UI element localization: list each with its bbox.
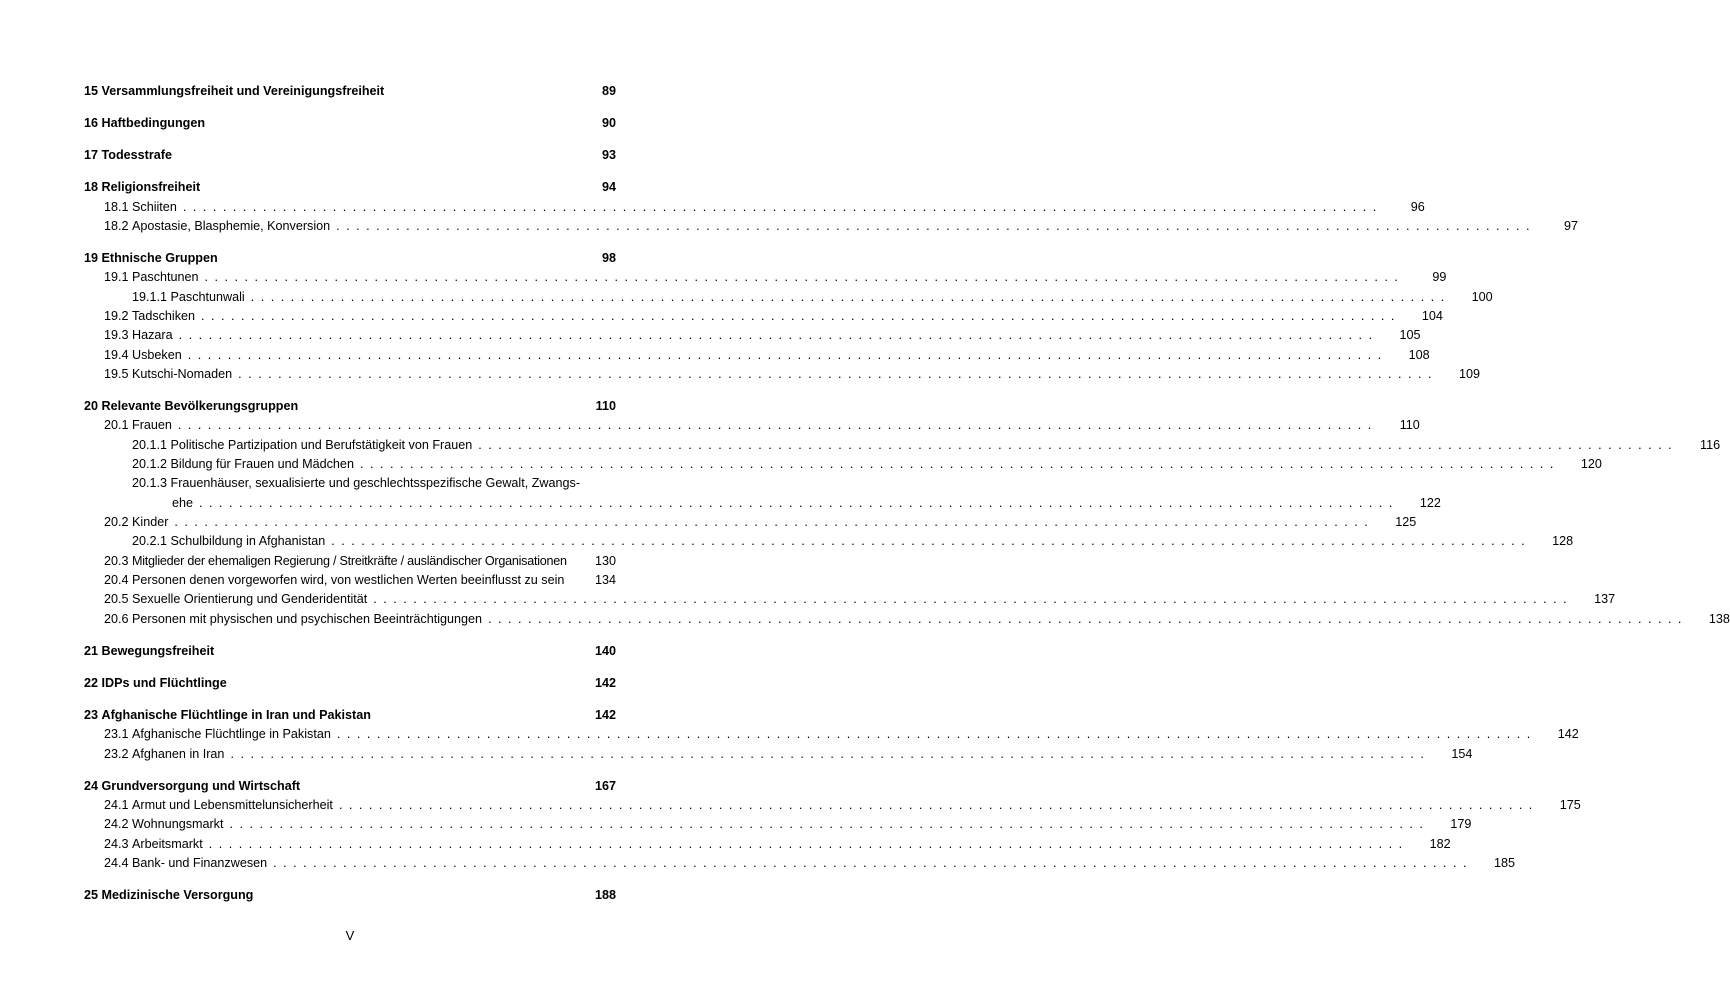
toc-section-24-4[interactable] <box>84 854 1516 873</box>
page-number: 99 <box>1432 270 1447 284</box>
dot-leader: ........................................................................................................................ <box>208 837 1409 851</box>
toc-section-19-5[interactable] <box>84 365 1480 384</box>
page-number: 96 <box>1410 200 1425 214</box>
toc-chapter-20[interactable] <box>84 397 616 416</box>
page-number: 142 <box>1557 727 1579 741</box>
page-number: 104 <box>1421 309 1443 323</box>
page-number: 185 <box>1494 856 1516 870</box>
chapter-number: 25 <box>84 888 99 902</box>
toc-chapter-22[interactable] <box>84 674 616 693</box>
section-number: 24.2 <box>104 817 129 831</box>
section-number: 24.3 <box>104 837 129 851</box>
dot-leader: ........................................................................................................................ <box>336 219 1537 233</box>
page-number: 94 <box>601 180 616 194</box>
section-number: 18.1 <box>104 200 129 214</box>
chapter-number: 19 <box>84 251 99 265</box>
toc-subsection-20-2-1[interactable] <box>84 532 1574 551</box>
section-number: 20.2.1 <box>132 534 168 548</box>
dot-leader: ........................................................................................................................ <box>187 348 1388 362</box>
page-number: 93 <box>601 148 616 162</box>
toc-chapter-24[interactable] <box>84 777 616 796</box>
toc-chapter-21[interactable] <box>84 642 616 661</box>
page-number: 140 <box>594 644 616 658</box>
section-number: 18.2 <box>104 219 129 233</box>
section-title: Afghanische Flüchtlinge in Pakistan <box>132 727 331 741</box>
dot-leader: ........................................................................................................................ <box>338 798 1539 812</box>
toc-section-24-2[interactable] <box>84 815 1472 834</box>
chapter-number: 20 <box>84 399 99 413</box>
section-title: Frauen <box>132 418 172 432</box>
toc-chapter-15[interactable] <box>84 82 616 101</box>
chapter-title: Bewegungsfreiheit <box>101 644 215 658</box>
section-title: Bildung für Frauen und Mädchen <box>170 457 354 471</box>
section-number: 19.4 <box>104 348 129 362</box>
toc-section-23-2[interactable] <box>84 745 1473 764</box>
chapter-number: 15 <box>84 84 99 98</box>
section-number: 20.4 <box>104 573 129 587</box>
page-number: 105 <box>1399 328 1421 342</box>
page-number: 182 <box>1429 837 1451 851</box>
page-number: 138 <box>1708 612 1730 626</box>
dot-leader: ........................................................................................................................ <box>201 309 1401 323</box>
dot-leader: ........................................................................................................................ <box>178 328 1379 342</box>
page-number: 110 <box>595 399 616 413</box>
section-title: Kutschi-Nomaden <box>132 367 233 381</box>
section-title: Afghanen in Iran <box>132 747 225 761</box>
section-number: 24.4 <box>104 856 129 870</box>
chapter-number: 16 <box>84 116 99 130</box>
page-number: 120 <box>1580 457 1602 471</box>
section-title: Schulbildung in Afghanistan <box>170 534 326 548</box>
toc-section-18-2[interactable] <box>84 217 1579 236</box>
page-number: 142 <box>594 676 616 690</box>
dot-leader: ........................................................................................................................ <box>174 515 1375 529</box>
chapter-title: Religionsfreiheit <box>101 180 201 194</box>
dot-leader: ........................................................................................................................ <box>199 496 1399 510</box>
section-title: Personen mit physischen und psychischen Beeinträchtigungen <box>132 612 483 626</box>
toc-chapter-25[interactable] <box>84 886 616 905</box>
section-title: Apostasie, Blasphemie, Konversion <box>132 219 331 233</box>
chapter-title: IDPs und Flüchtlinge <box>101 676 227 690</box>
section-title: Sexuelle Orientierung und Genderidentität <box>132 592 368 606</box>
chapter-number: 18 <box>84 180 99 194</box>
section-number: 20.1 <box>104 418 129 432</box>
page-number: 100 <box>1471 290 1493 304</box>
page-number: 137 <box>1594 592 1616 606</box>
page-number: 125 <box>1395 515 1417 529</box>
dot-leader: ........................................................................................................................ <box>359 457 1560 471</box>
chapter-title: Versammlungsfreiheit und Vereinigungsfreiheit <box>101 84 385 98</box>
chapter-number: 23 <box>84 708 99 722</box>
chapter-title: Grundversorgung und Wirtschaft <box>101 779 301 793</box>
dot-leader: ........................................................................................................................ <box>238 367 1438 381</box>
toc-section-20-1[interactable] <box>84 416 1420 435</box>
toc-subsection-20-1-3-continued[interactable] <box>84 494 1441 513</box>
section-title: Wohnungsmarkt <box>132 817 224 831</box>
section-number: 19.5 <box>104 367 129 381</box>
section-number: 19.3 <box>104 328 129 342</box>
page-number: 98 <box>601 251 616 265</box>
toc-chapter-16[interactable] <box>84 114 616 133</box>
page-number: 134 <box>594 573 616 587</box>
toc-section-20-4[interactable] <box>84 571 616 590</box>
section-number: 19.1.1 <box>132 290 168 304</box>
table-of-contents <box>84 0 1730 990</box>
dot-leader: ........................................................................................................................ <box>373 592 1574 606</box>
chapter-title: Afghanische Flüchtlinge in Iran und Pakistan <box>101 708 371 722</box>
toc-section-20-6[interactable] <box>84 610 1730 629</box>
chapter-title: Medizinische Versorgung <box>101 888 254 902</box>
section-number: 23.2 <box>104 747 129 761</box>
dot-leader: ........................................................................................................................ <box>273 856 1474 870</box>
chapter-number: 21 <box>84 644 99 658</box>
chapter-title: Todesstrafe <box>101 148 172 162</box>
footer-page-number: V <box>345 928 355 943</box>
dot-leader: ........................................................................................................................ <box>331 534 1532 548</box>
toc-section-23-1[interactable] <box>84 725 1579 744</box>
section-title: Tadschiken <box>132 309 196 323</box>
chapter-title: Haftbedingungen <box>101 116 206 130</box>
section-title-continued: ehe <box>172 496 194 510</box>
page-number: 116 <box>1700 438 1721 452</box>
page-number: 130 <box>594 554 616 568</box>
toc-chapter-17[interactable] <box>84 146 616 165</box>
toc-chapter-19[interactable] <box>84 249 616 268</box>
section-title: Personen denen vorgeworfen wird, von westlichen Werten beeinflusst zu sein <box>132 573 565 587</box>
section-title: Frauenhäuser, sexualisierte und geschlechtsspezifische Gewalt, Zwangs- <box>170 476 581 490</box>
page-number: 154 <box>1451 747 1473 761</box>
section-title: Kinder <box>132 515 169 529</box>
toc-subsection-20-1-3[interactable] <box>84 474 616 493</box>
chapter-number: 17 <box>84 148 99 162</box>
toc-section-20-3[interactable] <box>84 552 616 571</box>
toc-section-19-2[interactable] <box>84 307 1443 326</box>
toc-section-24-1[interactable] <box>84 796 1581 815</box>
toc-section-19-4[interactable] <box>84 346 1430 365</box>
page-number: 128 <box>1552 534 1574 548</box>
toc-section-19-3[interactable] <box>84 326 1421 345</box>
chapter-number: 24 <box>84 779 99 793</box>
section-title: Schiiten <box>132 200 177 214</box>
toc-section-19-1[interactable] <box>84 268 1447 287</box>
section-number: 19.1 <box>104 270 129 284</box>
dot-leader: ........................................................................................................................ <box>204 270 1405 284</box>
section-number: 20.5 <box>104 592 129 606</box>
section-number: 20.1.3 <box>132 476 168 490</box>
section-title: Paschtunwali <box>170 290 245 304</box>
toc-subsection-20-1-1[interactable] <box>84 436 1721 455</box>
dot-leader: ........................................................................................................................ <box>230 747 1431 761</box>
section-title: Armut und Lebensmittelunsicherheit <box>132 798 333 812</box>
toc-subsection-19-1-1[interactable] <box>84 288 1493 307</box>
page-number: 109 <box>1458 367 1480 381</box>
dot-leader: ........................................................................................................................ <box>336 727 1537 741</box>
section-number: 23.1 <box>104 727 129 741</box>
page-number: 89 <box>601 84 616 98</box>
page-number: 188 <box>594 888 616 902</box>
toc-chapter-18[interactable] <box>84 178 616 197</box>
dot-leader: ........................................................................................................................ <box>182 200 1383 214</box>
section-title: Paschtunen <box>132 270 199 284</box>
section-title: Bank- und Finanzwesen <box>132 856 268 870</box>
chapter-title: Ethnische Gruppen <box>101 251 218 265</box>
section-title: Arbeitsmarkt <box>132 837 203 851</box>
section-number: 20.1.1 <box>132 438 168 452</box>
page-number: 97 <box>1564 219 1579 233</box>
section-number: 20.6 <box>104 612 129 626</box>
section-title: Mitglieder der ehemaligen Regierung / Streitkräfte / ausländischer Organisationen <box>132 554 567 568</box>
section-title: Hazara <box>132 328 173 342</box>
section-number: 20.1.2 <box>132 457 168 471</box>
section-title: Usbeken <box>132 348 182 362</box>
section-title: Politische Partizipation und Berufstätigkeit von Frauen <box>170 438 473 452</box>
dot-leader: ........................................................................................................................ <box>488 612 1688 626</box>
page-number: 167 <box>594 779 616 793</box>
dot-leader: ........................................................................................................................ <box>229 817 1430 831</box>
page-number: 110 <box>1399 418 1420 432</box>
page-number: 179 <box>1450 817 1472 831</box>
page-number: 142 <box>594 708 616 722</box>
dot-leader: ........................................................................................................................ <box>250 290 1451 304</box>
page-number: 90 <box>601 116 616 130</box>
toc-chapter-23[interactable] <box>84 706 616 725</box>
page-number: 108 <box>1408 348 1430 362</box>
toc-section-20-2[interactable] <box>84 513 1417 532</box>
toc-section-20-5[interactable] <box>84 590 1616 609</box>
page-number: 122 <box>1419 496 1441 510</box>
toc-section-18-1[interactable] <box>84 198 1425 217</box>
section-number: 19.2 <box>104 309 129 323</box>
chapter-title: Relevante Bevölkerungsgruppen <box>101 399 299 413</box>
section-number: 20.3 <box>104 554 129 568</box>
section-number: 20.2 <box>104 515 129 529</box>
toc-subsection-20-1-2[interactable] <box>84 455 1602 474</box>
section-number: 24.1 <box>104 798 129 812</box>
dot-leader: ........................................................................................................................ <box>478 438 1679 452</box>
dot-leader: ........................................................................................................................ <box>177 418 1378 432</box>
chapter-number: 22 <box>84 676 99 690</box>
toc-section-24-3[interactable] <box>84 835 1451 854</box>
page-number: 175 <box>1559 798 1581 812</box>
